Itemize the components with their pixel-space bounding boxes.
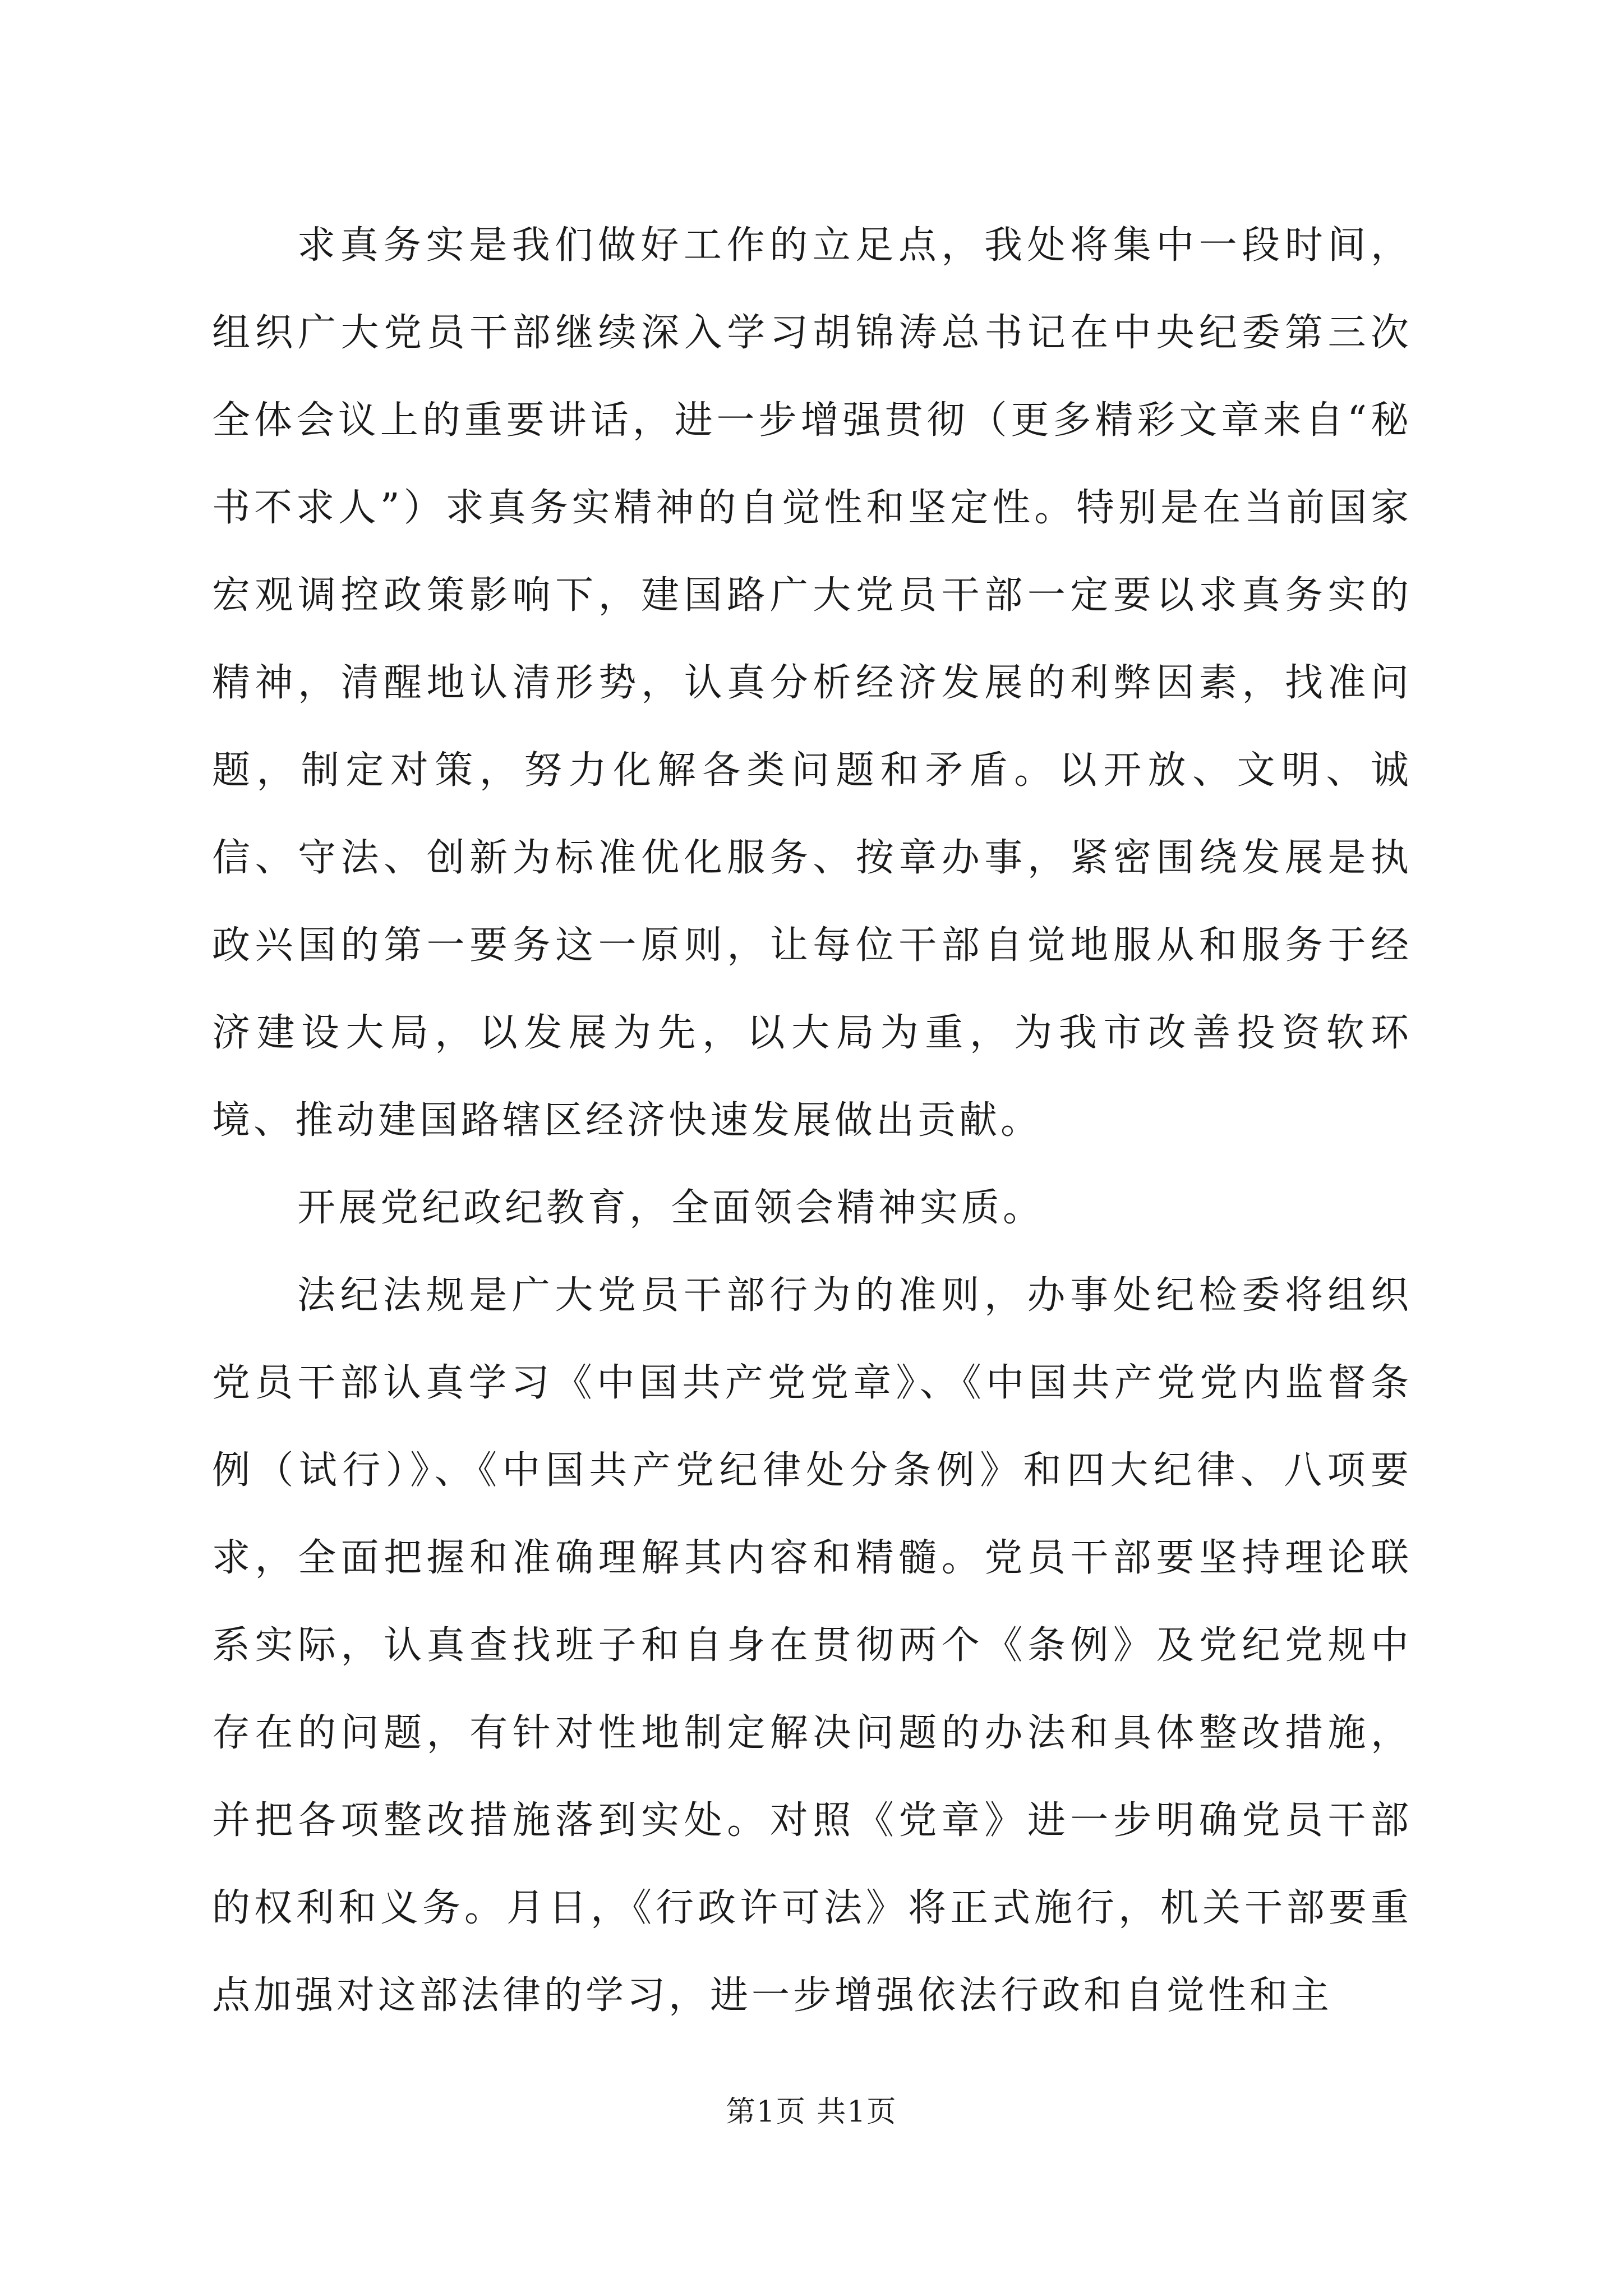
paragraph-3: 法纪法规是广大党员干部行为的准则，办事处纪检委将组织党员干部认真学习《中国共产党党章》、《中国共产党党内监督条例（试行）》、《中国共产党纪律处分条例》和四大纪律、八项要求，全面把握和准确理解其内容和精髓。党员干部要坚持理论联系实际，认真查找班子和自身在贯彻两个《条例》及党纪党规中存在的问题，有针对性地制定解决问题的办法和具体整改措施，并把各项整改措施落到实处。对照《党章》进一步明确党员干部的权利和义务。月日，《行政许可法》将正式施行，机关干部要重点加强对这部法律的学习，进一步增强依法行政和自觉性和主	[212, 1273, 1412, 2018]
page-footer: 第1页 共1页	[726, 2095, 897, 2129]
paragraph-2: 开展党纪政纪教育，全面领会精神实质。	[297, 1186, 1045, 1230]
paragraph-1: 求真务实是我们做好工作的立足点，我处将集中一段时间，组织广大党员干部继续深入学习胡锦涛总书记在中央纪委第三次全体会议上的重要讲话，进一步增强贯彻（更多精彩文章来自“秘书不求人”）求真务实精神的自觉性和坚定性。特别是在当前国家宏观调控政策影响下，建国路广大党员干部一定要以求真务实的精神，清醒地认清形势，认真分析经济发展的利弊因素，找准问题，制定对策，努力化解各类问题和矛盾。以开放、文明、诚信、守法、创新为标准优化服务、按章办事，紧密围绕发展是执政兴国的第一要务这一原则，让每位干部自觉地服从和服务于经济建设大局，以发展为先，以大局为重，为我市改善投资软环境、推动建国路辖区经济快速发展做出贡献。	[212, 223, 1412, 1143]
document-body	[212, 202, 1412, 2040]
